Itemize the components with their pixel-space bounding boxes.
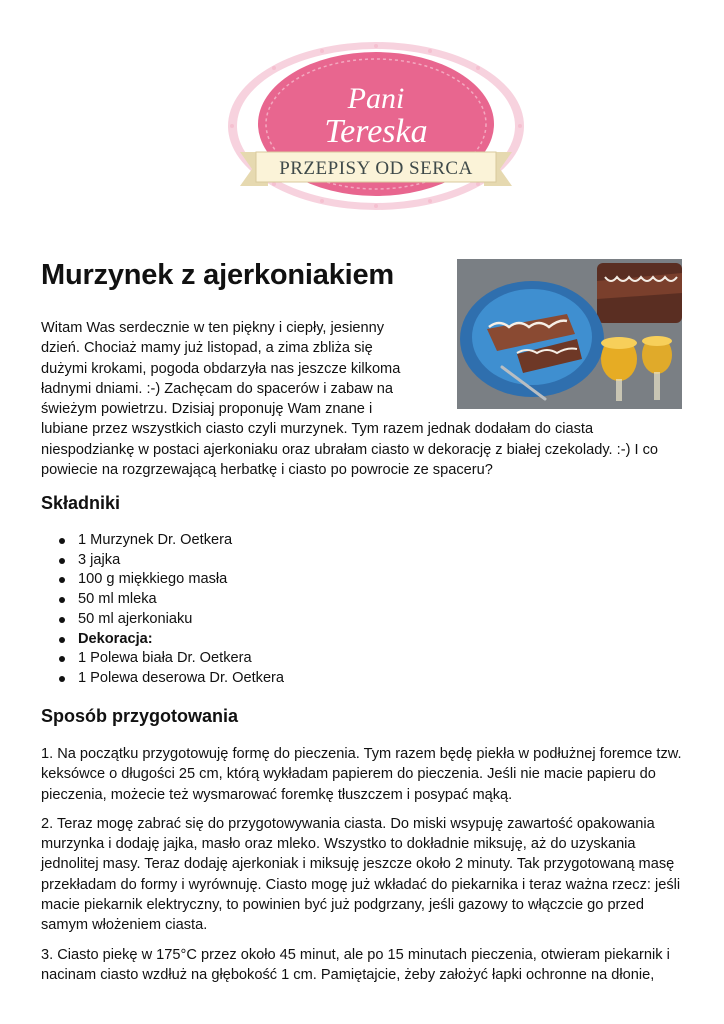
ingredient-item: 1 Polewa deserowa Dr. Oetkera	[52, 669, 284, 689]
logo-name-line2: Tereska	[324, 113, 428, 150]
ingredient-item: 100 g miękkiego masła	[52, 570, 284, 590]
ingredient-item: 1 Murzynek Dr. Oetkera	[52, 531, 284, 551]
intro-text: Witam Was serdecznie w ten piękny i ciepły, jesienny dzień. Chociaż mamy już listopad, a zima zbliża się dużymi krokami, pogoda obdarzyła nas jeszcze kilkoma ładnymi dniami. :-) Zachęcam do spacerów i zabaw na świeżym powietrzu. Dzisiaj proponuję Wam znane i lubiane przez wszystkich ciasto czyli murzynek. Tym razem jednak dodałam do ciasta niespodziankę w postaci ajerkoniaku oraz ubrałam ciasto w dekorację z białej czekolady. :-) I co powiecie na rozgrzewającą herbatkę i ciasto po powrocie ze spaceru?	[41, 320, 659, 479]
logo-tagline: PRZEPISY OD SERCA	[279, 158, 473, 179]
method-heading: Sposób przygotowania	[41, 706, 239, 726]
recipe-intro	[41, 318, 686, 480]
ingredients-heading: Składniki	[41, 493, 121, 513]
pani-tereska-logo	[226, 40, 526, 212]
ingredients-list	[52, 531, 284, 689]
method-steps	[41, 744, 686, 994]
method-step: 2. Teraz mogę zabrać się do przygotowywania ciasta. Do miski wsypuję zawartość opakowania murzynka i dodaję jajka, masło oraz mleko. Wszystko to dokładnie miksuję, aż do uzyskania jednolitej masy. Teraz dodaję ajerkoniak i miksuję jeszcze około 2 minuty. Tak przygotowaną masę przekładam do formy i wyrównuję. Ciasto mogę już wkładać do piekarnika i teraz ważna rzecz: jeśli macie piekarnik elektryczny, to powinien być już podgrzany, jeśli gazowy to włączcie go przed samym włożeniem ciasta.	[41, 815, 681, 934]
method-step: 3. Ciasto piekę w 175°C przez około 45 minut, ale po 15 minutach pieczenia, otwieram piekarnik i nacinam ciasto wzdłuż na głębokość 1 cm. Pamiętajcie, żeby założyć łapki ochronne na dłonie,	[41, 946, 670, 983]
ingredient-item: 3 jajka	[52, 551, 284, 571]
ingredient-item: 50 ml mleka	[52, 590, 284, 610]
decoration-subheading: Dekoracja:	[52, 630, 284, 650]
ingredient-item: 1 Polewa biała Dr. Oetkera	[52, 649, 284, 669]
method-step: 1. Na początku przygotowuję formę do pieczenia. Tym razem będę piekła w podłużnej foremce tzw. keksówce o długości 25 cm, którą wykładam papierem do pieczenia. Jeśli nie macie papieru do pieczenia, możecie też wysmarować foremkę tłuszczem i posypać mąką.	[41, 746, 682, 803]
recipe-title: Murzynek z ajerkoniakiem	[41, 259, 395, 291]
logo-name-line1: Pani	[347, 82, 405, 115]
ingredient-item: 50 ml ajerkoniaku	[52, 610, 284, 630]
